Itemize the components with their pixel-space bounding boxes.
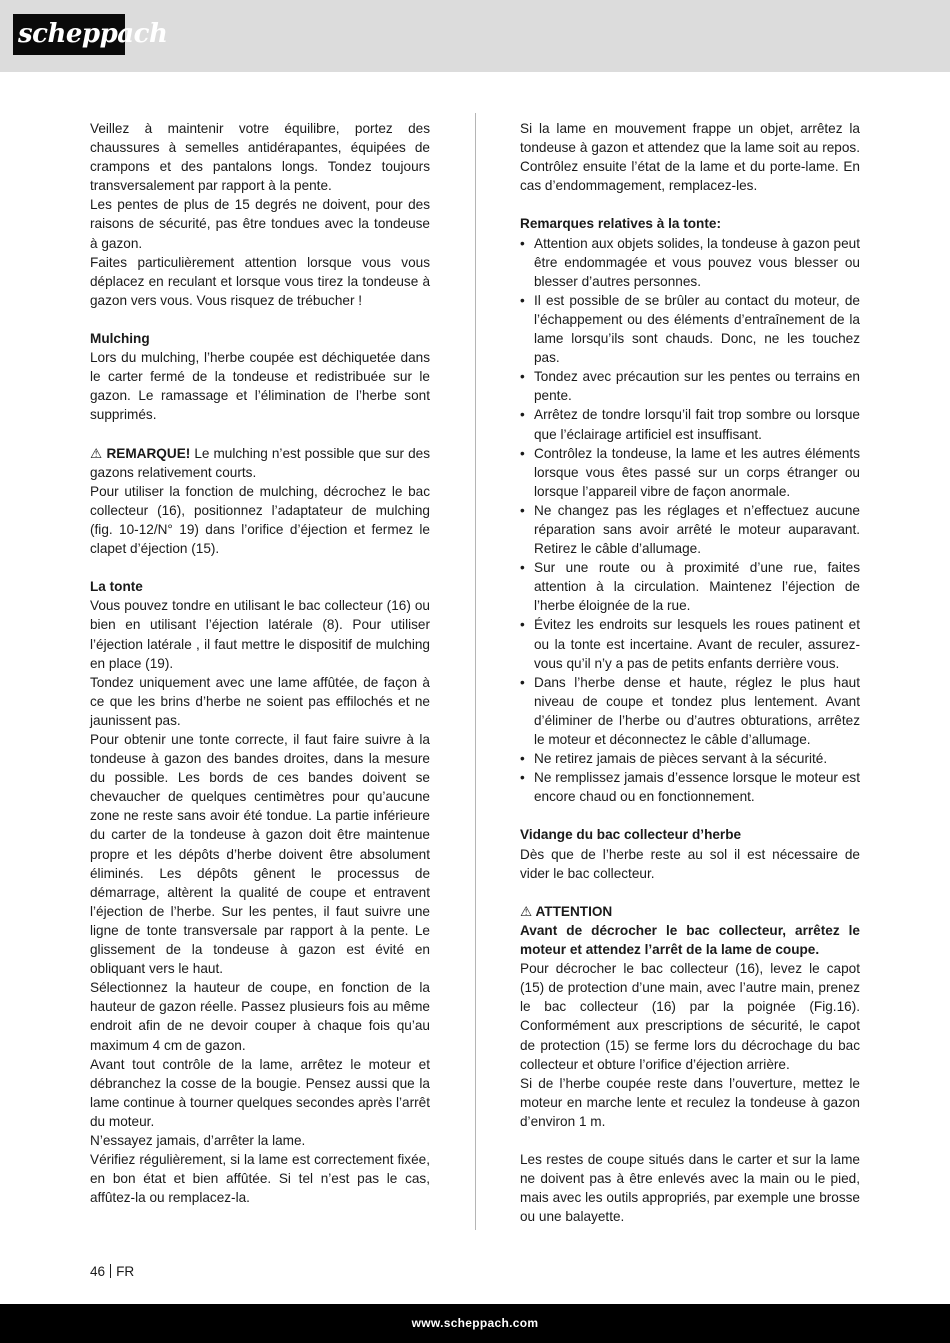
- attention-text: Avant de décrocher le bac collecteur, arrêtez le moteur et attendez l’arrêt de la lame de coupe.: [520, 922, 860, 958]
- page-footer: [90, 1264, 134, 1279]
- left-column: [90, 119, 430, 1207]
- paragraph: N’essayez jamais, d’arrêter la lame.: [90, 1132, 306, 1148]
- paragraph: Dès que de l’herbe reste au sol il est nécessaire de vider le bac collecteur.: [520, 846, 860, 881]
- paragraph: Vous pouvez tondre en utilisant le bac collecteur (16) ou bien en utilisant l’éjection latérale (8). Pour utiliser l’éjection latérale , il faut mettre le dispositif de mulching en place (19).: [90, 598, 430, 671]
- column-divider: [475, 113, 476, 1230]
- page-number: 46: [90, 1264, 106, 1279]
- remarks-list: [520, 234, 860, 807]
- paragraph: Les pentes de plus de 15 degrés ne doivent, pour des raisons de sécurité, pas être tondues avec la tondeuse à gazon.: [90, 197, 430, 251]
- paragraph: Si la lame en mouvement frappe un objet, arrêtez la tondeuse à gazon et attendez que la lame soit au repos. Contrôlez ensuite l’état de la lame et du porte-lame. En cas d’endommagement, remplacez-les.: [520, 121, 860, 194]
- paragraph: Avant tout contrôle de la lame, arrêtez le moteur et débranchez la cosse de la bougie. Pensez aussi que la lame continue à tourner quelques secondes après l’arrêt du moteur.: [90, 1056, 430, 1129]
- footer-separator: [110, 1264, 111, 1278]
- paragraph: Si de l’herbe coupée reste dans l’ouverture, mettez le moteur en marche lente et reculez la tondeuse à gazon d’environ 1 m.: [520, 1075, 860, 1129]
- paragraph: Sélectionnez la hauteur de coupe, en fonction de la hauteur de gazon réelle. Passez plusieurs fois au même endroit afin de ne devoir couper à chaque fois qu’au maximum 4 cm de gazon.: [90, 980, 430, 1053]
- section-heading-vidange: Vidange du bac collecteur d’herbe: [520, 827, 742, 843]
- paragraph: Pour obtenir une tonte correcte, il faut faire suivre à la tondeuse à gazon des bandes droites, dans la mesure du possible. Les bords de ces bandes doivent se chevaucher de quelques centimètres pour qu’aucune zone ne reste sans avoir été tondue. La partie inférieure du carter de la tondeuse à gazon doit être maintenue propre et les dépôts d’herbe doivent être absolument éliminés. Les dépôts gênent le processus de démarrage, altèrent la qualité de coupe et entravent l’éjection de l’herbe. Sur les pentes, il faut suivre une ligne de tonte transversale par rapport à la pente. Le glissement de la tondeuse à gazon est évité en obliquant vers le haut.: [90, 732, 430, 977]
- language-code: FR: [116, 1264, 135, 1279]
- list-item: • Arrêtez de tondre lorsqu’il fait trop sombre ou lorsque que l’éclairage artificiel est insuffisant.: [520, 405, 860, 443]
- paragraph: Tondez uniquement avec une lame affûtée, de façon à ce que les brins d’herbe ne soient pas effilochés et ne jaunissent pas.: [90, 674, 430, 728]
- paragraph: Veillez à maintenir votre équilibre, portez des chaussures à semelles antidérapantes, équipées de crampons et des pantalons longs. Tondez toujours transversalement par rapport à la pente.: [90, 121, 430, 194]
- section-heading-tonte: La tonte: [90, 579, 143, 595]
- warning-icon: ⚠: [520, 903, 533, 919]
- remark-note: [90, 444, 430, 482]
- list-item: • Évitez les endroits sur lesquels les roues patinent et ou la tonte est incertaine. Avant de reculer, assurez-vous qu’il n’y a pas de petits enfants derrière vous.: [520, 615, 860, 672]
- paragraph: Pour décrocher le bac collecteur (16), levez le capot (15) de protection d’une main, avec l’autre main, prenez le bac collecteur (16) par la poignée (Fig.16). Conformément aux prescriptions de sécurité, le capot de protection (15) se ferme lors du décrochage du bac collecteur et obture l’orifice d’éjection arrière.: [520, 961, 860, 1072]
- warning-icon: ⚠: [90, 445, 103, 461]
- list-item: • Dans l’herbe dense et haute, réglez le plus haut niveau de coupe et tondez plus lentement. Avant d’éliminer de l’herbe ou d’autres obturations, arrêtez le moteur et déconnectez le câble d’allumage.: [520, 673, 860, 749]
- footer-bar: [0, 1304, 950, 1343]
- list-item: • Ne retirez jamais de pièces servant à la sécurité.: [520, 749, 860, 768]
- attention-heading: [520, 902, 860, 921]
- section-heading-remarques: Remarques relatives à la tonte:: [520, 216, 721, 232]
- header-bar: [0, 0, 950, 72]
- remark-text: Le mulching n’est possible que sur des gazons relativement courts.: [90, 445, 431, 480]
- right-column: [520, 119, 860, 1226]
- list-item: • Contrôlez la tondeuse, la lame et les autres éléments lorsque vous êtes passé sur un corps étranger ou lorsque l’appareil vibre de façon anormale.: [520, 444, 860, 501]
- website-link[interactable]: www.scheppach.com: [411, 1316, 539, 1330]
- paragraph: Les restes de coupe situés dans le carter et sur la lame ne doivent pas à être enlevés avec la main ou le pied, mais avec les outils appropriés, par exemple une brosse ou une balayette.: [520, 1152, 860, 1225]
- list-item: • Tondez avec précaution sur les pentes ou terrains en pente.: [520, 367, 860, 405]
- list-item: • Ne changez pas les réglages et n’effectuez aucune réparation sans avoir arrêté le moteur auparavant. Retirez le câble d’allumage.: [520, 501, 860, 558]
- paragraph: Faites particulièrement attention lorsque vous vous déplacez en reculant et lorsque vous tirez la tondeuse à gazon vers vous. Vous risquez de trébucher !: [90, 254, 430, 308]
- remark-label: REMARQUE!: [106, 445, 191, 461]
- list-item: • Il est possible de se brûler au contact du moteur, de l’échappement ou des éléments d’entraînement de la lame lorsqu’ils sont chauds. Donc, ne les touchez pas.: [520, 291, 860, 367]
- list-item: • Attention aux objets solides, la tondeuse à gazon peut être endommagée et vous pouvez vous blesser ou blesser d’autres personnes.: [520, 234, 860, 291]
- list-item: • Ne remplissez jamais d’essence lorsque le moteur est encore chaud ou en fonctionnement.: [520, 768, 860, 806]
- brand-logo: scheppach: [13, 14, 125, 55]
- list-item: • Sur une route ou à proximité d’une rue, faites attention à la circulation. Maintenez l’éjection de l’herbe éloignée de la rue.: [520, 558, 860, 615]
- paragraph: Vérifiez régulièrement, si la lame est correctement fixée, en bon état et bien affûtée. Si tel n’est pas le cas, affûtez-la ou remplacez-la.: [90, 1152, 430, 1206]
- attention-label: ATTENTION: [535, 903, 613, 919]
- section-heading-mulching: Mulching: [90, 331, 150, 347]
- paragraph: Pour utiliser la fonction de mulching, décrochez le bac collecteur (16), positionnez l’adaptateur de mulching (fig. 10-12/N° 19) dans l’orifice d’éjection et fermez le clapet d’éjection (15).: [90, 483, 430, 557]
- paragraph: Lors du mulching, l’herbe coupée est déchiquetée dans le carter fermé de la tondeuse et redistribuée sur le gazon. Le ramassage et l’élimination de l’herbe sont supprimés.: [90, 350, 430, 423]
